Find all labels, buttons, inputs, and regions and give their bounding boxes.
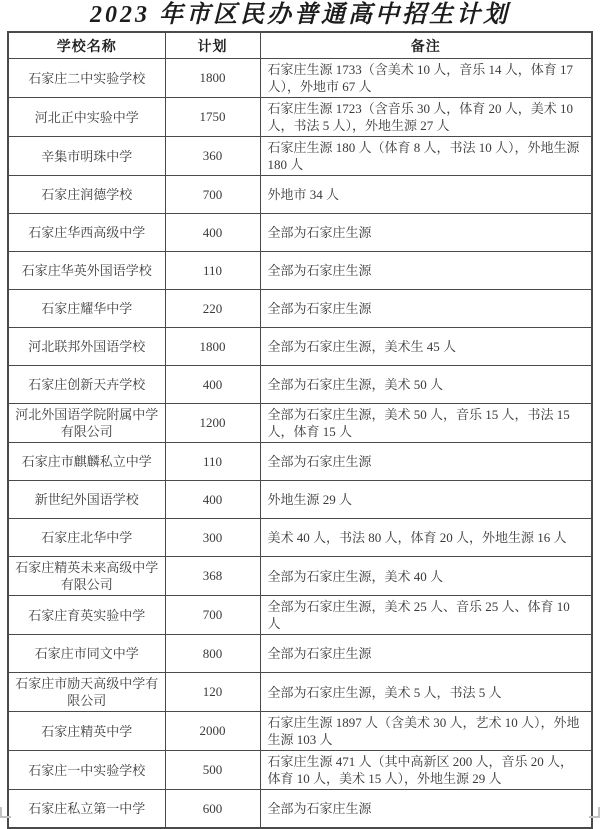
table-row — [8, 635, 592, 673]
school-name-cell: 石家庄润德学校 — [8, 176, 165, 214]
school-name-cell: 石家庄市励天高级中学有限公司 — [8, 673, 165, 712]
remark-cell: 石家庄生源 1733（含美术 10 人，音乐 14 人，体育 17 人），外地市 67 人 — [260, 59, 592, 98]
table-row — [8, 712, 592, 751]
plan-count-cell: 400 — [165, 481, 260, 519]
plan-count-cell: 110 — [165, 252, 260, 290]
plan-count-cell: 1200 — [165, 404, 260, 443]
school-name-cell: 河北外国语学院附属中学有限公司 — [8, 404, 165, 443]
document-page — [0, 1, 600, 829]
table-row — [8, 519, 592, 557]
scan-corner-mark-left — [0, 807, 11, 818]
school-name-cell: 辛集市明珠中学 — [8, 137, 165, 176]
remark-cell: 外地市 34 人 — [260, 176, 592, 214]
table-row — [8, 252, 592, 290]
plan-count-cell: 600 — [165, 790, 260, 829]
school-name-cell: 石家庄精英中学 — [8, 712, 165, 751]
table-row — [8, 790, 592, 829]
school-name-cell: 石家庄私立第一中学 — [8, 790, 165, 829]
remark-cell: 美术 40 人，书法 80 人，体育 20 人，外地生源 16 人 — [260, 519, 592, 557]
plan-count-cell: 500 — [165, 751, 260, 790]
remark-cell: 全部为石家庄生源，美术 50 人 — [260, 366, 592, 404]
scan-corner-mark-right — [589, 807, 600, 818]
table-row — [8, 481, 592, 519]
enrollment-plan-table — [7, 31, 593, 829]
remark-cell: 全部为石家庄生源 — [260, 214, 592, 252]
school-name-cell: 石家庄北华中学 — [8, 519, 165, 557]
plan-count-cell: 110 — [165, 443, 260, 481]
school-name-cell: 河北联邦外国语学校 — [8, 328, 165, 366]
col-header-remark: 备注 — [260, 32, 592, 59]
school-name-cell: 新世纪外国语学校 — [8, 481, 165, 519]
table-row — [8, 290, 592, 328]
school-name-cell: 石家庄市麒麟私立中学 — [8, 443, 165, 481]
school-name-cell: 河北正中实验中学 — [8, 98, 165, 137]
table-row — [8, 404, 592, 443]
school-name-cell: 石家庄精英未来高级中学有限公司 — [8, 557, 165, 596]
table-row — [8, 98, 592, 137]
table-row — [8, 328, 592, 366]
table-row — [8, 751, 592, 790]
remark-cell: 石家庄生源 1897 人（含美术 30 人，艺术 10 人），外地生源 103 人 — [260, 712, 592, 751]
table-row — [8, 137, 592, 176]
remark-cell: 全部为石家庄生源 — [260, 252, 592, 290]
table-row — [8, 214, 592, 252]
remark-cell: 全部为石家庄生源，美术 5 人，书法 5 人 — [260, 673, 592, 712]
remark-cell: 全部为石家庄生源，美术生 45 人 — [260, 328, 592, 366]
plan-count-cell: 368 — [165, 557, 260, 596]
plan-count-cell: 800 — [165, 635, 260, 673]
plan-count-cell: 1800 — [165, 59, 260, 98]
plan-count-cell: 220 — [165, 290, 260, 328]
school-name-cell: 石家庄一中实验学校 — [8, 751, 165, 790]
remark-cell: 全部为石家庄生源，美术 50 人，音乐 15 人，书法 15 人，体育 15 人 — [260, 404, 592, 443]
remark-cell: 石家庄生源 180 人（体育 8 人，书法 10 人），外地生源 180 人 — [260, 137, 592, 176]
plan-count-cell: 400 — [165, 214, 260, 252]
school-name-cell: 石家庄育英实验中学 — [8, 596, 165, 635]
school-name-cell: 石家庄二中实验学校 — [8, 59, 165, 98]
table-row — [8, 443, 592, 481]
plan-count-cell: 2000 — [165, 712, 260, 751]
plan-count-cell: 700 — [165, 176, 260, 214]
school-name-cell: 石家庄华西高级中学 — [8, 214, 165, 252]
plan-count-cell: 1800 — [165, 328, 260, 366]
table-row — [8, 366, 592, 404]
plan-count-cell: 360 — [165, 137, 260, 176]
remark-cell: 全部为石家庄生源 — [260, 635, 592, 673]
school-name-cell: 石家庄耀华中学 — [8, 290, 165, 328]
plan-count-cell: 300 — [165, 519, 260, 557]
remark-cell: 全部为石家庄生源，美术 40 人 — [260, 557, 592, 596]
table-row — [8, 176, 592, 214]
remark-cell: 外地生源 29 人 — [260, 481, 592, 519]
remark-cell: 全部为石家庄生源，美术 25 人、音乐 25 人、体育 10 人 — [260, 596, 592, 635]
plan-count-cell: 700 — [165, 596, 260, 635]
col-header-plan: 计划 — [165, 32, 260, 59]
plan-count-cell: 120 — [165, 673, 260, 712]
school-name-cell: 石家庄市同文中学 — [8, 635, 165, 673]
table-body — [8, 59, 592, 829]
table-row — [8, 59, 592, 98]
col-header-school-name: 学校名称 — [8, 32, 165, 59]
school-name-cell: 石家庄创新天卉学校 — [8, 366, 165, 404]
table-row — [8, 557, 592, 596]
remark-cell: 石家庄生源 471 人（其中高新区 200 人，音乐 20 人，体育 10 人，美术 15 人），外地生源 29 人 — [260, 751, 592, 790]
table-row — [8, 596, 592, 635]
page-title: 2023 年市区民办普通高中招生计划 — [90, 2, 510, 28]
remark-cell: 全部为石家庄生源 — [260, 443, 592, 481]
table-row — [8, 673, 592, 712]
school-name-cell: 石家庄华英外国语学校 — [8, 252, 165, 290]
table-header-row — [8, 32, 592, 59]
remark-cell: 全部为石家庄生源 — [260, 290, 592, 328]
remark-cell: 石家庄生源 1723（含音乐 30 人，体育 20 人，美术 10 人，书法 5 人），外地生源 27 人 — [260, 98, 592, 137]
remark-cell: 全部为石家庄生源 — [260, 790, 592, 829]
plan-count-cell: 400 — [165, 366, 260, 404]
plan-count-cell: 1750 — [165, 98, 260, 137]
